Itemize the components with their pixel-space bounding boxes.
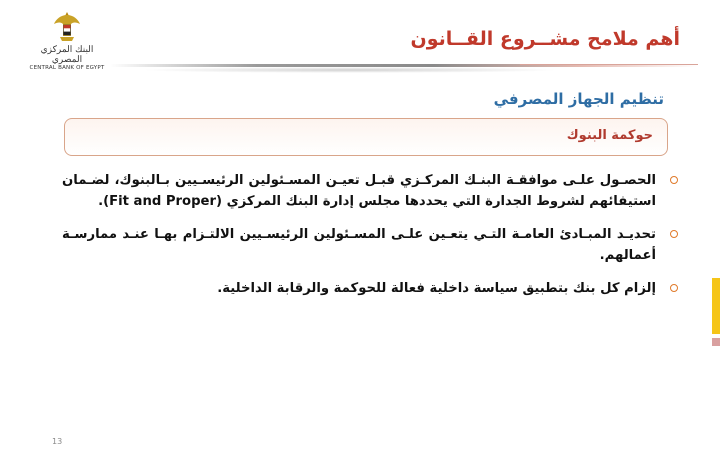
subheading-box bbox=[64, 118, 668, 156]
bullet-text: إلزام كل بنك بتطبيق سياسة داخلية فعالة للحوكمة والرقابة الداخلية. bbox=[217, 281, 656, 296]
title-underline-accent bbox=[520, 64, 698, 65]
slide-number: 13 bbox=[52, 437, 63, 446]
bullet-item bbox=[62, 224, 658, 266]
section-heading: تنظيم الجهاز المصرفي bbox=[493, 90, 664, 108]
circle-bullet-icon bbox=[670, 176, 678, 184]
edge-accent-bar bbox=[712, 278, 720, 334]
slide-title: أهم ملامح مشــروع القــانون bbox=[410, 28, 680, 50]
bank-name-arabic: البنك المركزي المصري bbox=[40, 45, 94, 65]
subheading-label: حوكمة البنوك bbox=[566, 128, 653, 143]
circle-bullet-icon bbox=[670, 230, 678, 238]
bank-name-english: CENTRAL BANK OF EGYPT bbox=[29, 65, 105, 71]
eagle-emblem-icon bbox=[52, 10, 82, 44]
circle-bullet-icon bbox=[670, 284, 678, 292]
bullet-text: الحصـول علـى موافقـة البنـك المركـزي قبـل تعيـن المسـئولين الرئيسـيين بـالبنوك، لضـمان استيفائهم لشروط الجدارة التي يحددها مجلس إدارة البنك المركزي (Fit and Proper). bbox=[62, 173, 656, 209]
central-bank-logo bbox=[26, 10, 108, 78]
title-shadow bbox=[140, 67, 560, 73]
bullet-item bbox=[62, 278, 658, 299]
bullet-text: تحديـد المبـادئ العامـة التـي يتعـين علـى المسـئولين الرئيسـيين الالتـزام بهـا عنـد ممارسـة أعمالهم. bbox=[62, 227, 656, 263]
bullet-item bbox=[62, 170, 658, 212]
edge-accent-bar-small bbox=[712, 338, 720, 346]
bullet-list bbox=[62, 170, 658, 311]
